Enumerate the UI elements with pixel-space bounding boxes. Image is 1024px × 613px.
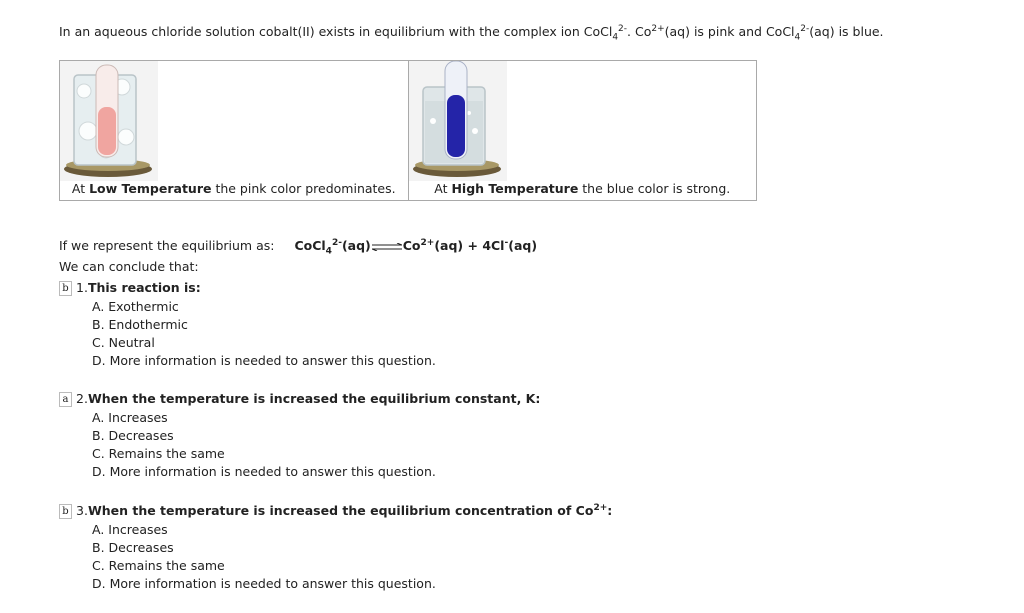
eq-right-species: Co bbox=[402, 238, 421, 253]
low-temperature-caption bbox=[60, 178, 408, 200]
option-a: A. Exothermic bbox=[92, 299, 179, 314]
high-temperature-caption bbox=[409, 178, 757, 200]
intro-sup: 2+ bbox=[651, 23, 665, 34]
option-c: C. Neutral bbox=[92, 335, 155, 350]
question-number: 1. bbox=[76, 280, 88, 295]
option-d: D. More information is needed to answer this question. bbox=[92, 576, 436, 591]
question-text-main: When the temperature is increased the equilibrium concentration of Co bbox=[87, 503, 594, 518]
pink-solution bbox=[98, 107, 116, 155]
conclusion-text: We can conclude that: bbox=[59, 259, 199, 274]
eq-right-rest: (aq) + 4Cl bbox=[434, 238, 505, 253]
option-a: A. Increases bbox=[92, 522, 168, 537]
blue-beaker-image bbox=[409, 61, 509, 181]
pink-beaker-image bbox=[60, 61, 160, 181]
intro-sub: 4 bbox=[794, 32, 801, 43]
intro-text-mid: . Co bbox=[627, 24, 652, 39]
low-temperature-panel bbox=[60, 61, 408, 200]
answer-box[interactable]: a bbox=[59, 392, 72, 407]
question-number: 3. bbox=[76, 503, 88, 518]
caption-prefix: At bbox=[434, 181, 452, 196]
option-b: B. Decreases bbox=[92, 428, 174, 443]
eq-right-sup: 2+ bbox=[420, 237, 435, 248]
equilibrium-arrows-icon bbox=[372, 243, 402, 251]
option-b: B. Endothermic bbox=[92, 317, 188, 332]
option-d: D. More information is needed to answer this question. bbox=[92, 353, 436, 368]
question-text: When the temperature is increased the equilibrium constant, K: bbox=[87, 391, 541, 406]
question-text-end: : bbox=[607, 503, 613, 518]
question-3 bbox=[59, 501, 612, 593]
equilibrium-equation bbox=[294, 237, 538, 257]
caption-emphasis: Low Temperature bbox=[89, 181, 212, 196]
option-b: B. Decreases bbox=[92, 540, 174, 555]
intro-sup: 2- bbox=[618, 23, 628, 34]
intro-text-mid2: (aq) is pink and CoCl bbox=[664, 24, 795, 39]
intro-paragraph bbox=[59, 22, 889, 41]
option-list bbox=[59, 298, 436, 370]
intro-text-end: (aq) is blue. bbox=[809, 24, 884, 39]
blue-solution bbox=[447, 95, 465, 157]
intro-sub: 4 bbox=[612, 32, 619, 43]
question-2 bbox=[59, 389, 540, 481]
intro-text-start: In an aqueous chloride solution cobalt(II) exists in equilibrium with the complex ion CoCl bbox=[59, 24, 613, 39]
option-d: D. More information is needed to answer this question. bbox=[92, 464, 436, 479]
equilibrium-label: If we represent the equilibrium as: bbox=[59, 238, 275, 253]
caption-emphasis: High Temperature bbox=[451, 181, 579, 196]
question-1 bbox=[59, 278, 436, 370]
eq-right-sup2: - bbox=[504, 237, 509, 248]
option-list bbox=[59, 521, 612, 593]
answer-box[interactable]: b bbox=[59, 504, 72, 519]
option-a: A. Increases bbox=[92, 410, 168, 425]
temperature-figure bbox=[59, 60, 757, 201]
intro-sup: 2- bbox=[800, 23, 810, 34]
caption-prefix: At bbox=[71, 181, 90, 196]
option-c: C. Remains the same bbox=[92, 558, 225, 573]
eq-left-species: CoCl bbox=[294, 238, 326, 253]
caption-suffix: the pink color predominates. bbox=[211, 181, 396, 196]
option-c: C. Remains the same bbox=[92, 446, 225, 461]
option-list bbox=[59, 409, 540, 481]
question-text bbox=[88, 503, 612, 518]
question-text-sup: 2+ bbox=[593, 502, 608, 513]
question-text: This reaction is: bbox=[87, 280, 201, 295]
equilibrium-line bbox=[59, 237, 538, 257]
question-number: 2. bbox=[76, 391, 88, 406]
eq-left-sup: 2- bbox=[331, 237, 342, 248]
eq-left-state: (aq) bbox=[341, 238, 371, 253]
caption-suffix: the blue color is strong. bbox=[578, 181, 731, 196]
eq-right-state: (aq) bbox=[508, 238, 538, 253]
eq-left-sub: 4 bbox=[325, 246, 332, 257]
high-temperature-panel bbox=[408, 61, 757, 200]
answer-box[interactable]: b bbox=[59, 281, 72, 296]
